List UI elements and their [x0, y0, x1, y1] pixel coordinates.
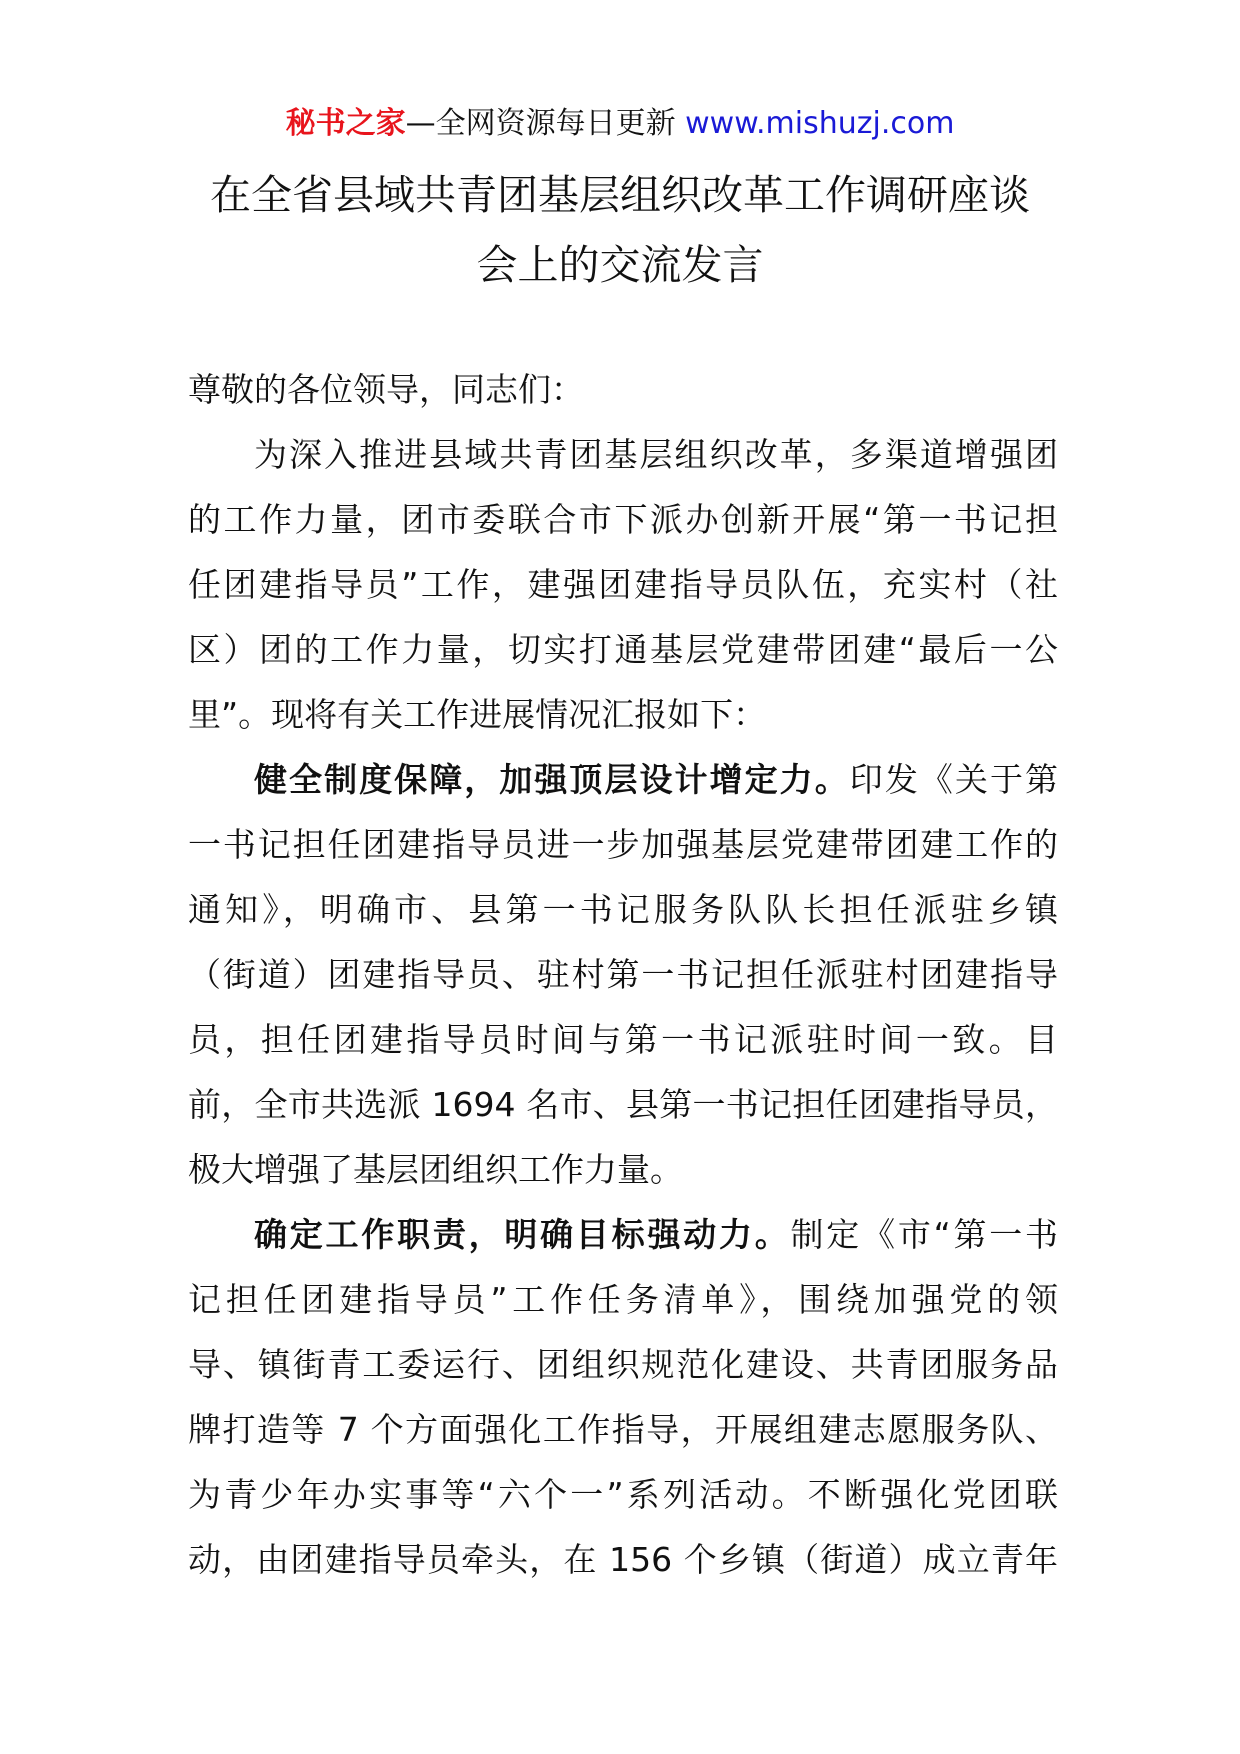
paragraph-line: 导、镇街青工委运行、团组织规范化建设、共青团服务品	[188, 1345, 1058, 1384]
paragraph-first-line	[188, 747, 1058, 812]
paragraph-line: 动，由团建指导员牵头，在 156 个乡镇（街道）成立青年	[188, 1540, 1058, 1579]
paragraph-work-duties	[188, 1202, 1058, 1592]
paragraph-line: 牌打造等 7 个方面强化工作指导，开展组建志愿服务队、	[188, 1410, 1058, 1449]
title-line: 在全省县域共青团基层组织改革工作调研座谈	[210, 171, 1030, 219]
paragraph-lead-heading: 确定工作职责，明确目标强动力。	[254, 1215, 791, 1254]
paragraph-line: 区）团的工作力量，切实打通基层党建带团建“最后一公	[188, 630, 1058, 669]
paragraph-line: 的工作力量，团市委联合市下派办创新开展“第一书记担	[188, 500, 1058, 539]
paragraph-line: 员，担任团建指导员时间与第一书记派驻时间一致。目	[188, 1020, 1058, 1059]
paragraph-line: 一书记担任团建指导员进一步加强基层党建带团建工作的	[188, 825, 1058, 864]
paragraph-line: 为深入推进县域共青团基层组织改革，多渠道增强团	[254, 435, 1058, 474]
paragraph-line: （街道）团建指导员、驻村第一书记担任派驻村团建指导	[188, 955, 1058, 994]
paragraph-line: 前，全市共选派 1694 名市、县第一书记担任团建指导员，	[188, 1085, 1058, 1124]
document-title	[160, 160, 1080, 300]
paragraph-line: 任团建指导员”工作，建强团建指导员队伍，充实村（社	[188, 565, 1058, 604]
document-body	[188, 357, 1058, 1592]
paragraph-line-rest: 制定《市“第一书	[790, 1215, 1059, 1254]
paragraph-line: 记担任团建指导员”工作任务清单》，围绕加强党的领	[188, 1280, 1058, 1319]
paragraph-line: 通知》，明确市、县第一书记服务队队长担任派驻乡镇	[188, 890, 1058, 929]
paragraph-first-line	[188, 1202, 1058, 1267]
paragraph-lead-heading: 健全制度保障，加强顶层设计增定力。	[254, 760, 850, 799]
paragraph-line: 为青少年办实事等“六个一”系列活动。不断强化党团联	[188, 1475, 1058, 1514]
paragraph-line-rest: 印发《关于第	[849, 760, 1059, 799]
site-name: 秘书之家	[285, 106, 406, 141]
paragraph-system-guarantee	[188, 747, 1058, 1202]
paragraph-line: 里”。现将有关工作进展情况汇报如下：	[188, 695, 767, 734]
site-url-link[interactable]: www.mishuzj.com	[685, 106, 955, 141]
salutation	[188, 357, 1058, 422]
paragraph-intro	[188, 422, 1058, 747]
title-line: 会上的交流发言	[476, 241, 764, 289]
paragraph-line: 极大增强了基层团组织工作力量。	[188, 1150, 683, 1189]
site-header	[0, 102, 1240, 146]
site-slogan: —全网资源每日更新	[405, 106, 686, 141]
salutation-line: 尊敬的各位领导，同志们：	[188, 370, 584, 409]
